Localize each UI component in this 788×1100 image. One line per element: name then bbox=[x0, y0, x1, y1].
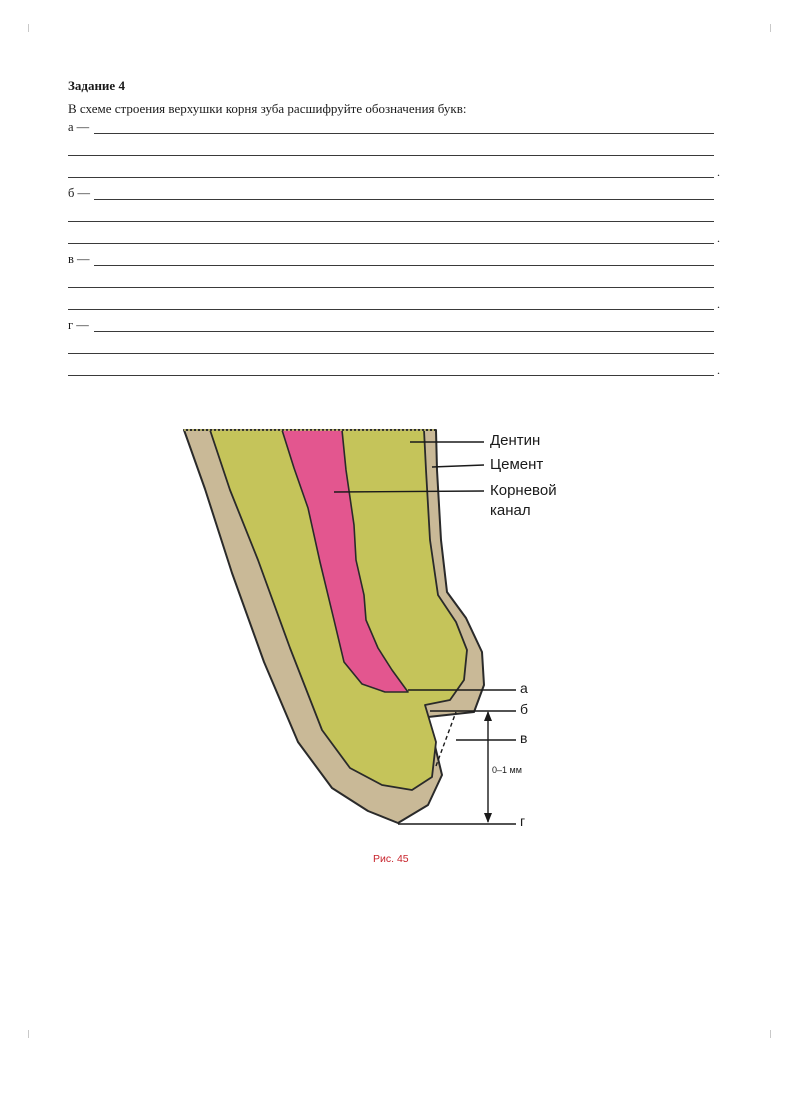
task-title: Задание 4 bbox=[68, 78, 125, 93]
label-g: г bbox=[520, 813, 526, 829]
figure-caption: Рис. 45 bbox=[373, 853, 409, 865]
leader-line-cement bbox=[432, 465, 484, 467]
dimension-arrow-top-icon bbox=[484, 711, 492, 721]
label-cement: Цемент bbox=[490, 456, 544, 473]
answer-label-v: в — bbox=[68, 252, 94, 267]
end-mark: . bbox=[717, 297, 720, 311]
label-v: в bbox=[520, 730, 528, 746]
label-a: а bbox=[520, 680, 528, 696]
label-canal-line1: Корневой bbox=[490, 482, 557, 499]
dimension-arrow-bottom-icon bbox=[484, 813, 492, 823]
end-mark: . bbox=[717, 363, 720, 377]
leader-line-canal bbox=[334, 491, 484, 492]
task-instruction: В схеме строения верхушки корня зуба расшифруйте обозначения букв: bbox=[68, 101, 467, 116]
end-mark: . bbox=[717, 165, 720, 179]
label-canal-line2: канал bbox=[490, 502, 531, 519]
answer-label-g: г — bbox=[68, 318, 93, 333]
label-distance: 0–1 мм bbox=[492, 765, 522, 775]
label-dentin: Дентин bbox=[490, 432, 541, 449]
end-mark: . bbox=[717, 231, 720, 245]
dashed-guide bbox=[436, 712, 456, 766]
label-b: б bbox=[520, 701, 529, 717]
answer-label-a: а — bbox=[68, 120, 93, 135]
answer-label-b: б — bbox=[68, 186, 94, 201]
